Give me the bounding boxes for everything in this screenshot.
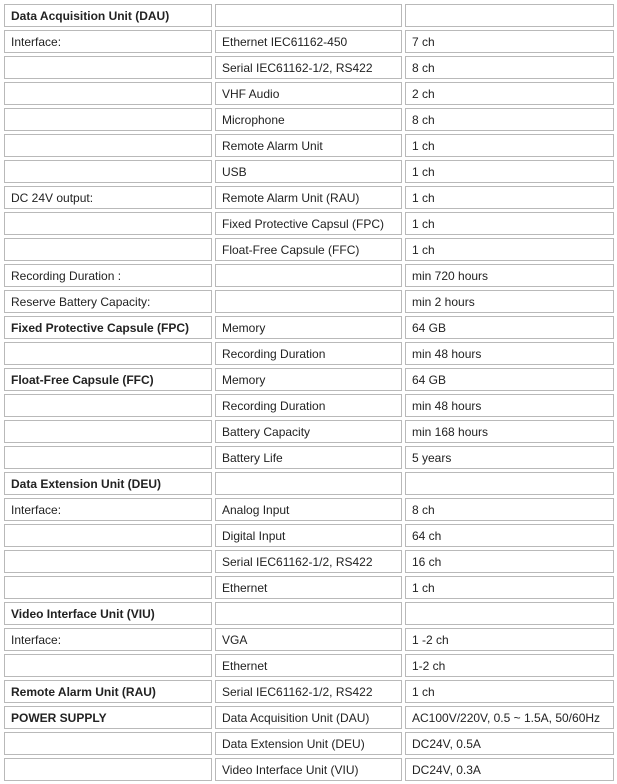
spec-section-cell [4,56,212,79]
spec-value-cell: 8 ch [405,108,614,131]
spec-section-cell [4,134,212,157]
spec-value-cell: 8 ch [405,56,614,79]
table-row [4,316,614,339]
spec-item-cell: Ethernet [215,654,402,677]
spec-section-cell [4,524,212,547]
table-row [4,290,614,313]
spec-value-cell: 64 ch [405,524,614,547]
table-row [4,56,614,79]
spec-section-cell [4,342,212,365]
spec-item-cell: Recording Duration [215,394,402,417]
spec-value-cell: 1 ch [405,160,614,183]
spec-value-cell [405,602,614,625]
table-row [4,212,614,235]
spec-section-cell [4,160,212,183]
spec-value-cell: 16 ch [405,550,614,573]
table-row [4,654,614,677]
table-row [4,680,614,703]
spec-item-cell: Recording Duration [215,342,402,365]
spec-item-cell [215,4,402,27]
table-row [4,420,614,443]
table-row [4,108,614,131]
table-row [4,134,614,157]
table-row [4,446,614,469]
spec-section-cell [4,238,212,261]
spec-section-cell: Reserve Battery Capacity: [4,290,212,313]
spec-section-cell: DC 24V output: [4,186,212,209]
spec-value-cell: DC24V, 0.3A [405,758,614,781]
spec-value-cell: 1 ch [405,576,614,599]
spec-section-cell [4,82,212,105]
spec-section-cell: Interface: [4,498,212,521]
spec-section-cell: Recording Duration : [4,264,212,287]
spec-item-cell [215,472,402,495]
table-row [4,4,614,27]
table-row [4,82,614,105]
spec-item-cell: Ethernet [215,576,402,599]
spec-item-cell [215,264,402,287]
table-row [4,524,614,547]
spec-section-cell [4,576,212,599]
spec-value-cell: 64 GB [405,368,614,391]
spec-item-cell: Digital Input [215,524,402,547]
spec-value-cell: DC24V, 0.5A [405,732,614,755]
spec-item-cell: Fixed Protective Capsul (FPC) [215,212,402,235]
spec-value-cell: 5 years [405,446,614,469]
spec-item-cell [215,290,402,313]
table-row [4,472,614,495]
spec-section-cell: Remote Alarm Unit (RAU) [4,680,212,703]
spec-value-cell: min 168 hours [405,420,614,443]
table-row [4,628,614,651]
spec-section-cell [4,654,212,677]
spec-item-cell: Microphone [215,108,402,131]
table-row [4,732,614,755]
spec-item-cell [215,602,402,625]
spec-section-cell [4,108,212,131]
spec-section-cell [4,758,212,781]
table-row [4,368,614,391]
spec-section-cell: Interface: [4,30,212,53]
table-row [4,576,614,599]
spec-item-cell: Memory [215,368,402,391]
spec-value-cell [405,4,614,27]
spec-value-cell: 1 ch [405,238,614,261]
spec-section-cell: Data Acquisition Unit (DAU) [4,4,212,27]
specification-table-body [4,4,614,781]
spec-value-cell: 1 ch [405,212,614,235]
spec-section-cell [4,446,212,469]
spec-item-cell: VGA [215,628,402,651]
table-row [4,602,614,625]
spec-value-cell: 7 ch [405,30,614,53]
spec-section-cell: Video Interface Unit (VIU) [4,602,212,625]
spec-value-cell: min 720 hours [405,264,614,287]
spec-section-cell: POWER SUPPLY [4,706,212,729]
spec-section-cell: Fixed Protective Capsule (FPC) [4,316,212,339]
spec-value-cell: 8 ch [405,498,614,521]
table-row [4,30,614,53]
spec-value-cell: 2 ch [405,82,614,105]
specification-table [1,1,617,784]
spec-value-cell: 1 -2 ch [405,628,614,651]
spec-value-cell: 1 ch [405,680,614,703]
spec-item-cell: Remote Alarm Unit (RAU) [215,186,402,209]
spec-section-cell: Float-Free Capsule (FFC) [4,368,212,391]
spec-item-cell: Serial IEC61162-1/2, RS422 [215,550,402,573]
spec-item-cell: Data Acquisition Unit (DAU) [215,706,402,729]
table-row [4,186,614,209]
spec-item-cell: Battery Capacity [215,420,402,443]
spec-item-cell: Serial IEC61162-1/2, RS422 [215,56,402,79]
spec-value-cell: min 48 hours [405,394,614,417]
spec-value-cell: AC100V/220V, 0.5 ~ 1.5A, 50/60Hz [405,706,614,729]
spec-item-cell: Data Extension Unit (DEU) [215,732,402,755]
table-row [4,758,614,781]
table-row [4,264,614,287]
spec-value-cell: min 48 hours [405,342,614,365]
spec-section-cell [4,732,212,755]
spec-value-cell [405,472,614,495]
spec-section-cell: Data Extension Unit (DEU) [4,472,212,495]
table-row [4,342,614,365]
spec-item-cell: Video Interface Unit (VIU) [215,758,402,781]
spec-item-cell: Remote Alarm Unit [215,134,402,157]
spec-value-cell: 1 ch [405,186,614,209]
spec-section-cell [4,550,212,573]
spec-item-cell: VHF Audio [215,82,402,105]
spec-item-cell: Battery Life [215,446,402,469]
spec-item-cell: Serial IEC61162-1/2, RS422 [215,680,402,703]
table-row [4,550,614,573]
table-row [4,394,614,417]
spec-item-cell: USB [215,160,402,183]
spec-value-cell: 1-2 ch [405,654,614,677]
table-row [4,238,614,261]
spec-item-cell: Ethernet IEC61162-450 [215,30,402,53]
spec-value-cell: 1 ch [405,134,614,157]
table-row [4,160,614,183]
table-row [4,706,614,729]
spec-section-cell [4,212,212,235]
spec-section-cell: Interface: [4,628,212,651]
spec-item-cell: Float-Free Capsule (FFC) [215,238,402,261]
spec-item-cell: Memory [215,316,402,339]
spec-value-cell: min 2 hours [405,290,614,313]
spec-section-cell [4,394,212,417]
spec-section-cell [4,420,212,443]
spec-item-cell: Analog Input [215,498,402,521]
table-row [4,498,614,521]
spec-value-cell: 64 GB [405,316,614,339]
